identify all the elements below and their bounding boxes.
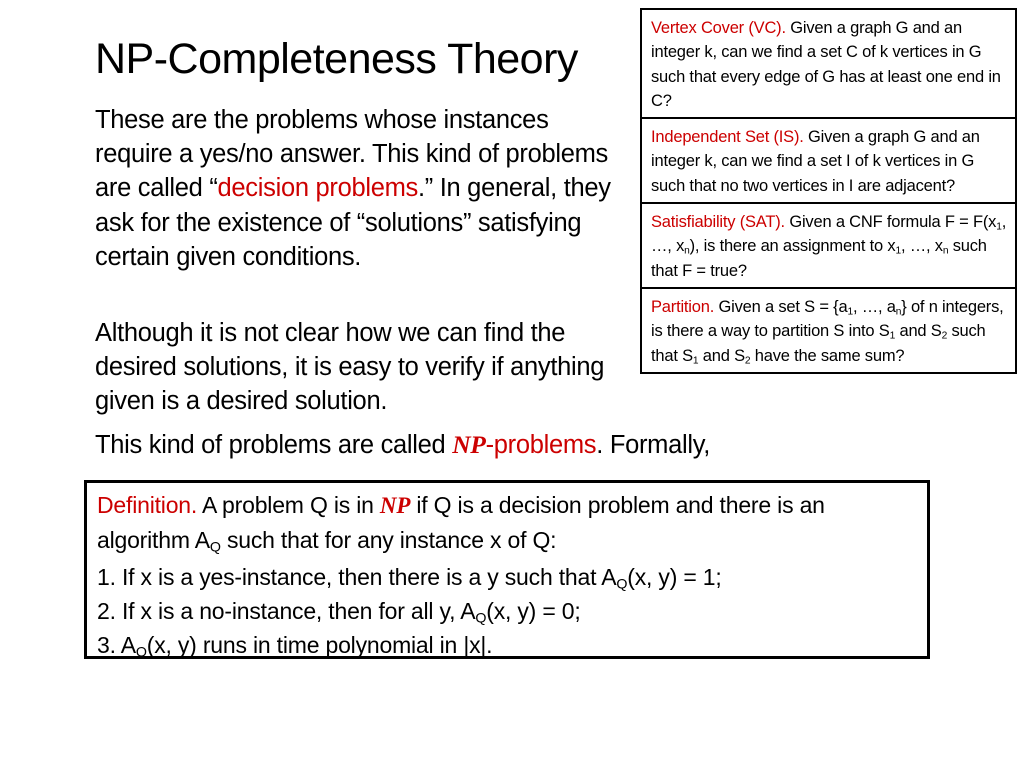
np-symbol: NP — [379, 493, 411, 518]
page-title: NP-Completeness Theory — [95, 35, 578, 83]
partition-text: have the same sum? — [750, 346, 905, 365]
definition-statement — [97, 488, 917, 557]
algorithm-subscript: Q — [616, 576, 628, 593]
intro-text-1: These are the problems whose instances require a yes/no answer. This kind of problems are called “ — [95, 106, 608, 203]
partition-subscript: 1 — [889, 330, 896, 342]
partition-subscript: 1 — [847, 306, 853, 318]
definition-item-text: (x, y) = 1; — [627, 564, 722, 590]
definition-label: Definition. — [97, 492, 198, 518]
definition-item-1 — [97, 560, 917, 594]
partition-text: } of n integers, is there a way to partition S into S — [651, 297, 1004, 341]
decision-problems-term: decision problems — [217, 174, 418, 203]
independent-set-box — [640, 119, 1017, 204]
intro-text-2: .” In general, they ask for the existence of “solutions” satisfying certain given conditions. — [95, 174, 611, 271]
np-symbol: NP — [452, 430, 486, 459]
sat-text: such that F = true? — [651, 237, 987, 280]
algorithm-subscript: Q — [475, 610, 487, 627]
definition-item-text: 2. If x is a no-instance, then for all y, A — [97, 598, 476, 624]
verification-paragraph: Although it is not clear how we can find the desired solutions, it is easy to verify if anything given is a desired solution. — [95, 319, 605, 416]
definition-text: A problem Q is in — [197, 492, 380, 518]
intro-paragraph — [95, 103, 620, 274]
example-problems-panel — [640, 8, 1017, 374]
partition-name: Partition. — [651, 297, 715, 316]
definition-item-text: (x, y) = 0; — [486, 598, 581, 624]
definition-text: if Q is a decision problem and there is an algorithm A — [97, 492, 825, 553]
algorithm-subscript: Q — [135, 644, 147, 661]
partition-subscript: 2 — [744, 355, 751, 367]
vertex-cover-name: Vertex Cover (VC). — [651, 19, 786, 37]
partition-text: such that S — [651, 322, 986, 365]
partition-subscript: n — [895, 306, 902, 318]
definition-item-text: 3. A — [97, 632, 136, 658]
partition-text: , …, a — [852, 297, 896, 316]
sat-subscript: n — [684, 245, 690, 257]
vertex-cover-box — [640, 8, 1017, 119]
np-problems-term: -problems — [485, 431, 597, 459]
np-text-1: This kind of problems are called — [95, 431, 453, 459]
partition-text: Given a set S = {a — [714, 297, 848, 316]
definition-text: such that for any instance x of Q: — [220, 527, 557, 553]
np-problems-paragraph — [95, 428, 855, 462]
independent-set-text: Given a graph G and an integer k, can we find a set I of k vertices in G such that no two vertices in I are adjacent? — [651, 128, 980, 195]
partition-subscript: 2 — [941, 330, 948, 342]
independent-set-name: Independent Set (IS). — [651, 128, 804, 147]
sat-subscript: 1 — [895, 245, 901, 257]
sat-subscript: n — [942, 245, 949, 257]
definition-item-text: (x, y) runs in time polynomial in |x|. — [146, 632, 493, 658]
definition-item-text: 1. If x is a yes-instance, then there is a y such that A — [97, 564, 617, 590]
sat-text: ), is there an assignment to x — [689, 237, 896, 256]
definition-item-3 — [97, 628, 917, 662]
sat-subscript: 1 — [996, 221, 1002, 233]
partition-text: and S — [698, 346, 745, 365]
partition-box — [640, 289, 1017, 374]
partition-subscript: 1 — [692, 355, 699, 367]
satisfiability-box — [640, 204, 1017, 289]
satisfiability-name: Satisfiability (SAT). — [651, 213, 785, 232]
sat-text: , …, x — [651, 213, 1007, 256]
definition-item-2 — [97, 594, 917, 628]
vertex-cover-text: Given a graph G and an integer k, can we find a set C of k vertices in G such that every edge of G has at least one end in C? — [651, 19, 1001, 110]
sat-text: , …, x — [900, 237, 943, 256]
np-text-2: . Formally, — [596, 431, 711, 459]
sat-text: Given a CNF formula F = F(x — [784, 213, 997, 232]
algorithm-subscript: Q — [209, 539, 221, 556]
partition-text: and S — [895, 322, 942, 341]
np-definition-box — [84, 480, 930, 659]
